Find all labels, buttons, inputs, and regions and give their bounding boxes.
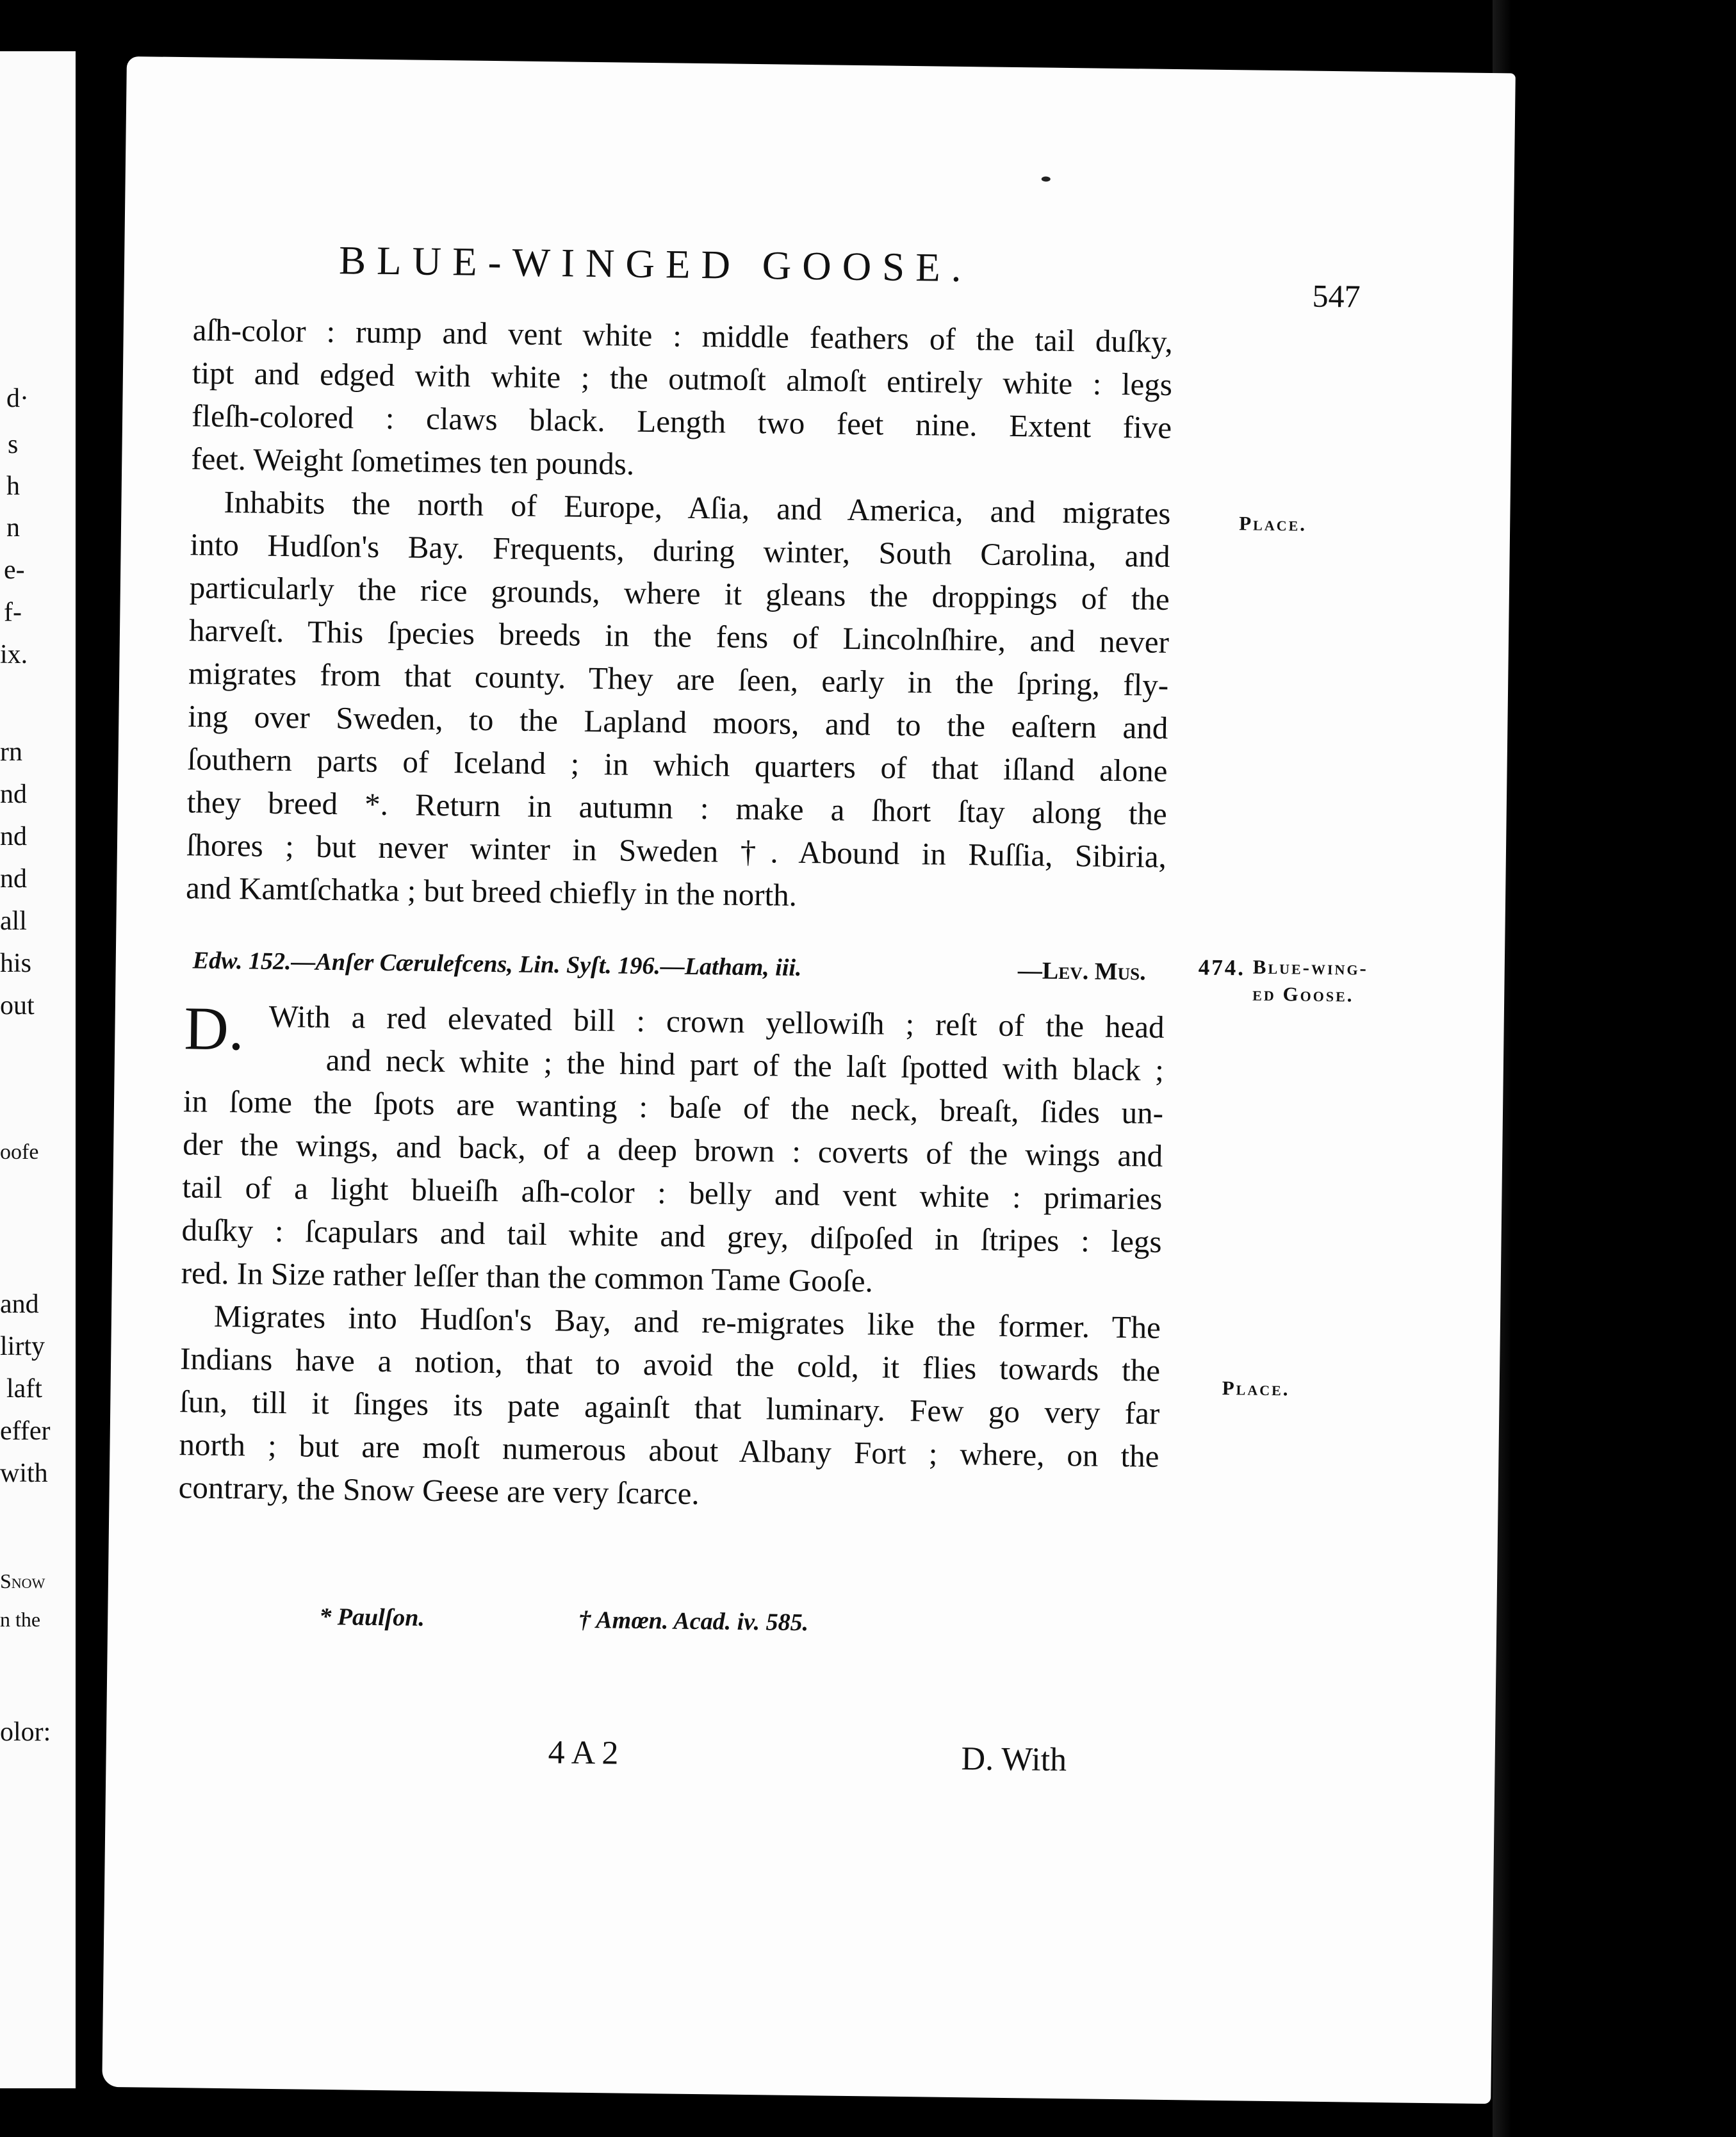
drop-letter: D.: [183, 994, 245, 1063]
left-page-fragment: [0, 51, 76, 2088]
left-fragment: d·: [6, 384, 29, 413]
left-fragment: lirty: [0, 1332, 45, 1361]
page-number: 547: [1312, 277, 1361, 315]
text-line: tipt and edged with white ; the outmoſt almoſt entirely white : legs: [192, 355, 1173, 402]
text-line: ſun, till it ſinges its pate againſt that luminary. Few go very far: [179, 1384, 1160, 1431]
book-page: [102, 56, 1516, 2104]
running-title: BLUE-WINGED GOOSE.: [338, 238, 972, 291]
species-title-line2: ed Goose.: [1252, 982, 1354, 1006]
text-line: contrary, the Snow Geese are very ſcarce.: [178, 1470, 700, 1512]
text-line: tail of a light blueiſh aſh-color : belly and vent white : primaries: [182, 1169, 1163, 1216]
left-fragment: with: [0, 1459, 48, 1488]
left-fragment: ix.: [0, 640, 28, 669]
left-fragment: h: [6, 471, 20, 501]
text-line: ing over Sweden, to the Lapland moors, and to the eaſtern and: [188, 698, 1168, 746]
left-fragment: n: [6, 513, 20, 543]
text-line: ſhores ; but never winter in Sweden †. Abound in Ruſſia, Sibiria,: [186, 827, 1167, 874]
left-fragment: rn: [0, 737, 22, 767]
book-gutter: [1493, 0, 1736, 2137]
text-line: into Hudſon's Bay. Frequents, during winter, South Carolina, and: [190, 527, 1170, 574]
text-line: migrates from that county. They are ſeen, early in the ſpring, fly-: [188, 655, 1169, 703]
text-line: harveſt. This ſpecies breeds in the fens of Lincolnſhire, and never: [188, 612, 1170, 660]
text-line: particularly the rice grounds, where it gleans the droppings of the: [189, 569, 1170, 617]
left-fragment: nd: [0, 822, 27, 851]
left-fragment: olor:: [0, 1717, 51, 1747]
species-number: 474.: [1198, 954, 1246, 981]
signature-mark: 4 A 2: [548, 1734, 619, 1772]
ink-speck: [1042, 176, 1051, 181]
left-fragment: his: [0, 949, 32, 978]
text-block-2c: [178, 1079, 1163, 1521]
text-line: Inhabits the north of Europe, Aſia, and America, and migrates: [224, 484, 1171, 531]
species-title-line1: Blue-wing-: [1252, 955, 1369, 979]
left-fragment: out: [0, 991, 35, 1020]
text-line: and Kamtſchatka ; but breed chiefly in the north.: [185, 870, 798, 913]
text-line: aſh-color : rump and vent white : middle feathers of the tail duſky,: [192, 312, 1174, 359]
text-line: and neck white ; the hind part of the laſt ſpotted with black ;: [325, 1042, 1165, 1088]
left-fragment: oofe: [0, 1140, 39, 1164]
text-line: Migrates into Hudſon's Bay, and re-migrates like the former. The: [213, 1298, 1161, 1345]
citation-line: [192, 946, 1145, 986]
left-fragment: nd: [0, 864, 27, 894]
text-line: north ; but are moſt numerous about Albany Fort ; where, on the: [179, 1427, 1159, 1474]
margin-place-label: Place.: [1222, 1377, 1290, 1400]
citation-text: Edw. 152.—Anſer Cærulefcens, Lin. Syſt. 196.—Latham, iii.: [192, 947, 802, 981]
text-line: in ſome the ſpots are wanting : baſe of the neck, breaſt, ſides un-: [183, 1083, 1164, 1131]
text-line: feet. Weight ſometimes ten pounds.: [191, 441, 635, 482]
text-line: duſky : ſcapulars and tail white and grey, diſpoſed in ſtripes : legs: [181, 1212, 1162, 1259]
footnote-1: * Paulſon.: [319, 1603, 425, 1632]
text-line: der the wings, and back, of a deep brown : coverts of the wings and: [182, 1126, 1163, 1174]
left-fragment: n the: [0, 1608, 41, 1631]
left-fragment: s: [8, 430, 19, 459]
left-fragment: and: [0, 1290, 39, 1319]
margin-place-label: Place.: [1239, 512, 1307, 536]
text-line: Indians have a notion, that to avoid the cold, it flies towards the: [179, 1341, 1161, 1388]
left-fragment: effer: [0, 1416, 51, 1446]
text-block-1: [186, 308, 1173, 921]
text-line: red. In Size rather leſſer than the common Tame Gooſe.: [181, 1255, 874, 1299]
left-fragment: e-: [4, 555, 25, 585]
left-fragment: Snow: [0, 1569, 45, 1593]
left-fragment: laft: [6, 1374, 42, 1404]
footnote-2: † Amœn. Acad. iv. 585.: [578, 1606, 809, 1637]
left-fragment: f-: [4, 598, 22, 627]
text-line: fleſh-colored : claws black. Length two feet nine. Extent five: [191, 398, 1172, 445]
text-line: they breed *. Return in autumn : make a ſhort ſtay along the: [186, 784, 1168, 831]
text-line: ſouthern parts of Iceland ; in which quarters of that iſland alone: [187, 741, 1168, 789]
left-fragment: all: [0, 906, 27, 936]
catchword: D. With: [961, 1740, 1067, 1779]
text-line: With a red elevated bill : crown yellowiſh ; reſt of the head: [268, 998, 1165, 1045]
left-fragment: nd: [0, 780, 27, 809]
citation-museum: —Lev. Mus.: [1017, 957, 1146, 986]
